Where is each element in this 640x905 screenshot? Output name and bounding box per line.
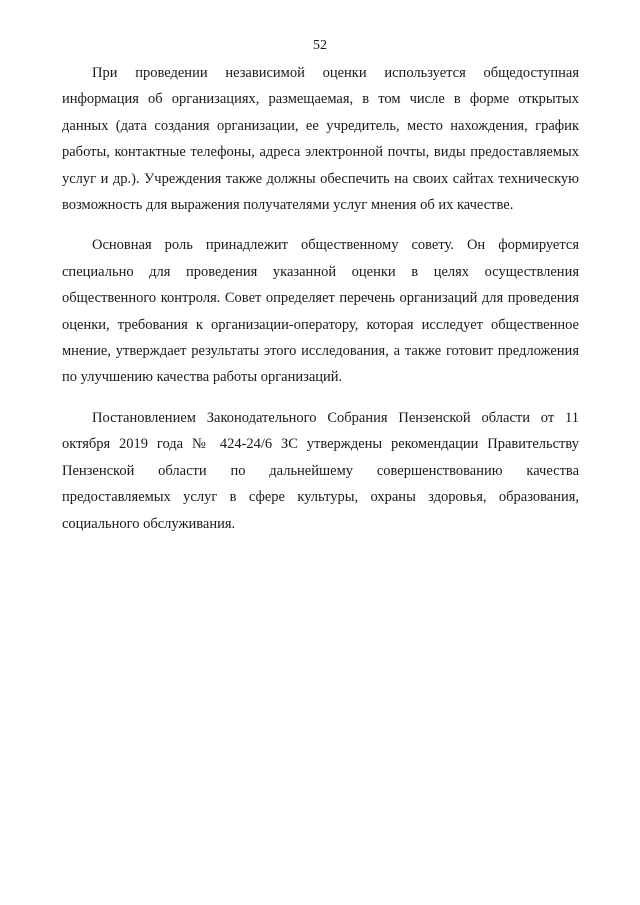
paragraph: При проведении независимой оценки используется общедоступная информация об организациях, размещаемая, в том числе в форме открытых данных (дата создания организации, ее учредитель, место нахождения, график работы, контактные телефоны, адреса электронной почты, виды предоставляемых услуг и др.). Учреждения также должны обеспечить на своих сайтах техническую возможность для выражения получателями услуг мнения об их качестве. — [62, 65, 579, 214]
paragraph: Постановлением Законодательного Собрания Пензенской области от 11 октября 2019 года № 424-24/6 ЗС утверждены рекомендации Правительству Пензенской области по дальнейшему совершенствованию качества предоставляемых услуг в сфере культуры, охраны здоровья, образования, социального обслуживания. — [62, 409, 579, 532]
page-number: 52 — [313, 38, 327, 53]
paragraph: Основная роль принадлежит общественному совету. Он формируется специально для проведения указанной оценки в целях осуществления общественного контроля. Совет определяет перечень организаций для проведения оценки, требования к организации-оператору, которая исследует общественное мнение, утверждает результаты этого исследования, а также готовит предложения по улучшению качества работы организаций. — [62, 237, 579, 386]
document-body — [62, 60, 579, 551]
